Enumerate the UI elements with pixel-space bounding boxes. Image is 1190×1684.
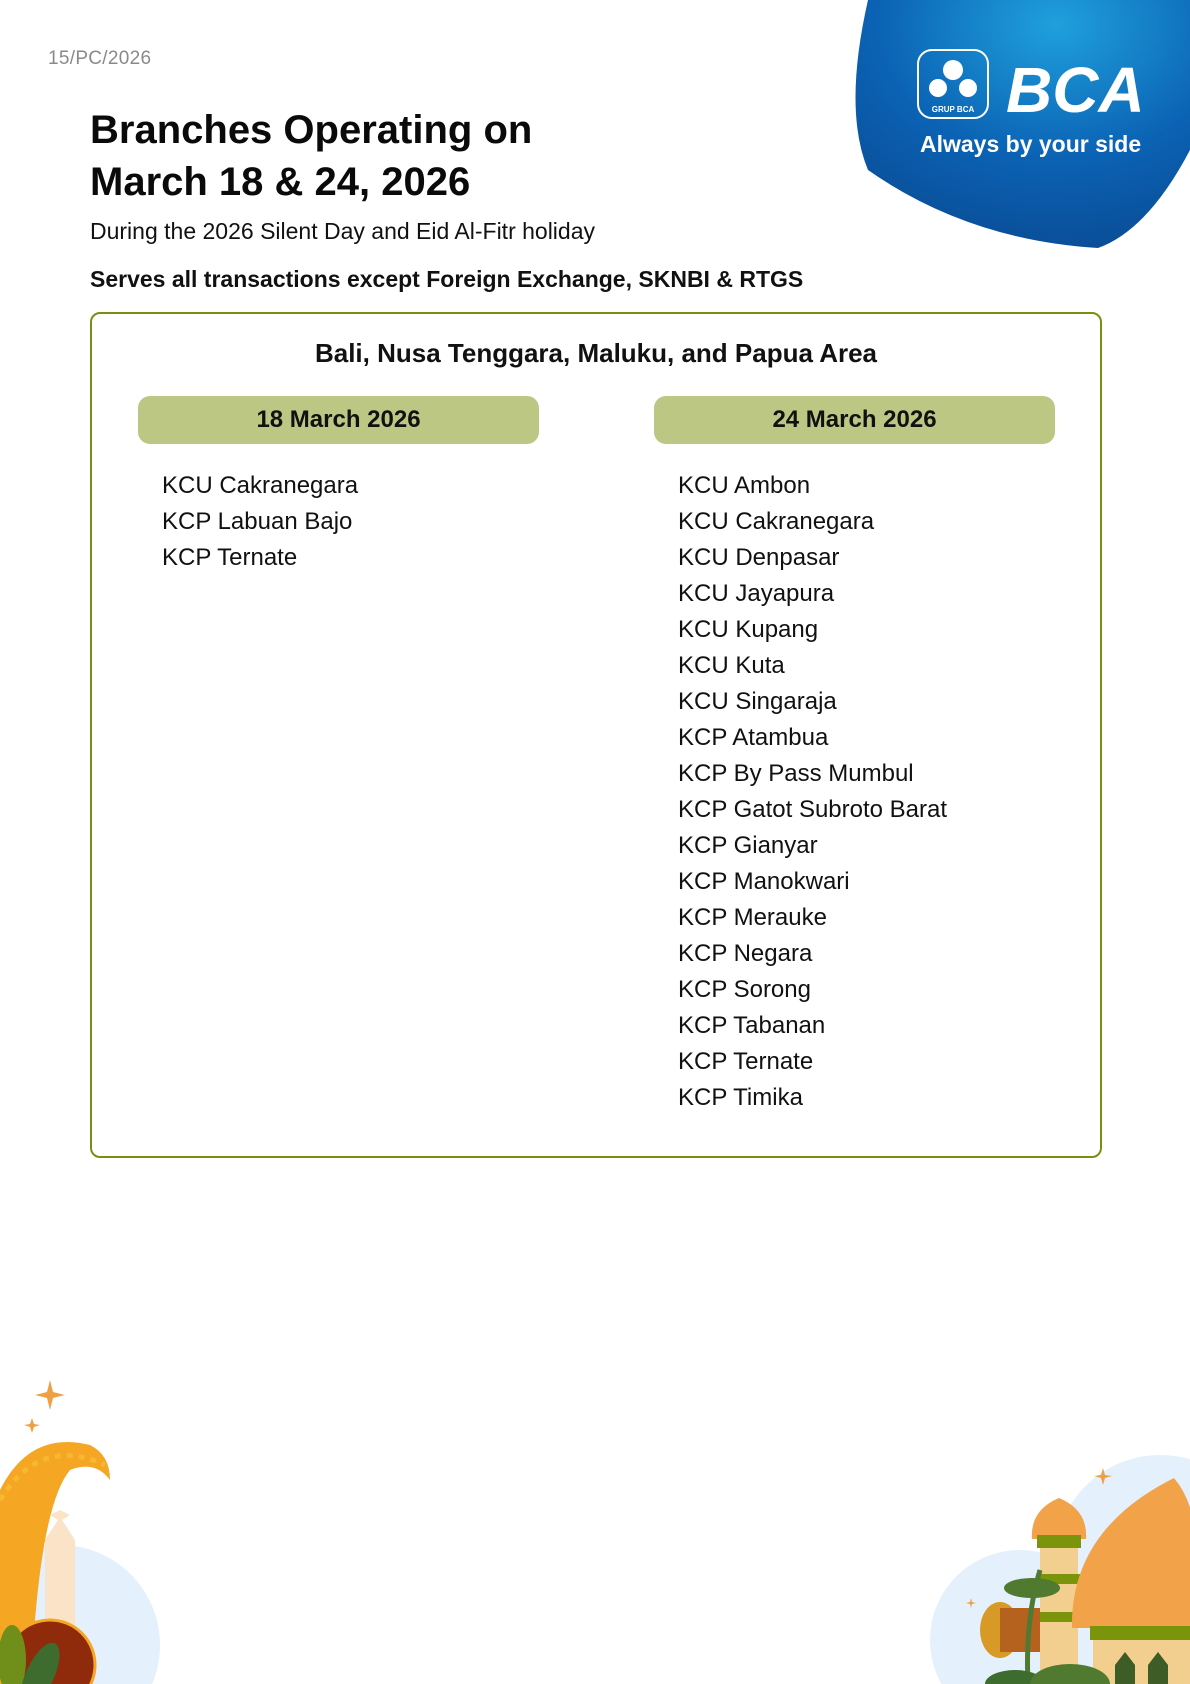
branch-item: KCP Labuan Bajo [162, 508, 353, 535]
subtitle: During the 2026 Silent Day and Eid Al-Fitr holiday [90, 218, 596, 244]
date-header-24-march: 24 March 2026 [654, 396, 1055, 444]
branch-item: KCU Denpasar [678, 544, 840, 571]
branch-item: KCP By Pass Mumbul [678, 760, 914, 787]
bali-decoration [0, 1370, 200, 1684]
branch-item: KCP Manokwari [678, 868, 850, 895]
branch-item: KCU Cakranegara [678, 508, 875, 535]
mosque-decoration [920, 1440, 1190, 1684]
branch-item: KCU Cakranegara [162, 472, 359, 499]
branch-item: KCU Singaraja [678, 688, 837, 715]
branch-item: KCU Jayapura [678, 580, 835, 607]
branch-item: KCP Tabanan [678, 1012, 826, 1039]
branch-item: KCP Atambua [678, 724, 829, 751]
branch-item: KCU Kuta [678, 652, 785, 679]
svg-text:BCA: BCA [1006, 54, 1145, 126]
branch-item: KCP Gianyar [678, 832, 818, 859]
branch-item: KCU Kupang [678, 616, 819, 643]
title-line-1: Branches Operating on [90, 108, 533, 152]
branch-item: KCP Negara [678, 940, 813, 967]
bca-logo [848, 0, 1190, 248]
area-title: Bali, Nusa Tenggara, Maluku, and Papua Area [314, 338, 878, 368]
area-card [90, 312, 1102, 1158]
branch-list-24-march [678, 468, 947, 1116]
svg-text:GRUP BCA: GRUP BCA [931, 105, 975, 114]
branch-item: KCP Ternate [678, 1048, 814, 1075]
reference-number: 15/PC/2026 [48, 48, 152, 69]
title-line-2: March 18 & 24, 2026 [90, 160, 471, 204]
branch-item: KCP Gatot Subroto Barat [678, 796, 948, 823]
branch-item: KCP Timika [678, 1084, 803, 1111]
services-note: Serves all transactions except Foreign Exchange, SKNBI & RTGS [90, 266, 804, 292]
branch-item: KCP Sorong [678, 976, 811, 1003]
logo-tagline: Always by your side [920, 131, 1142, 157]
page-title [90, 104, 532, 208]
branch-item: KCU Ambon [678, 472, 811, 499]
date-header-18-march: 18 March 2026 [138, 396, 539, 444]
branch-item: KCP Merauke [678, 904, 827, 931]
branch-list-18-march [162, 468, 358, 576]
branch-item: KCP Ternate [162, 544, 298, 571]
